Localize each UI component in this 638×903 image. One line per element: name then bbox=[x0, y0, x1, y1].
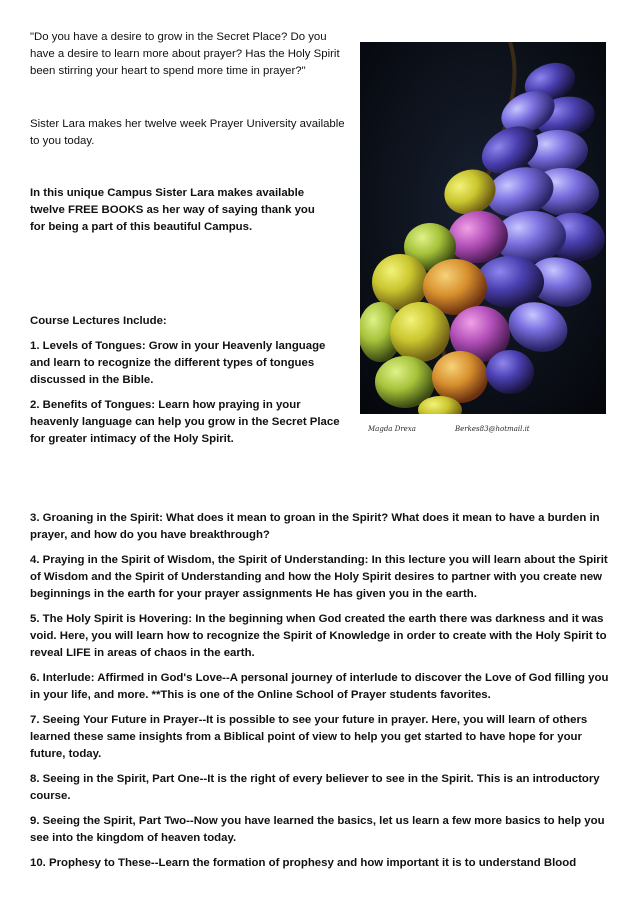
lecture-item: 9. Seeing the Spirit, Part Two--Now you have learned the basics, let us learn a few more basics to help you see into the kingdom of heaven today. bbox=[30, 815, 605, 844]
lecture-item: 5. The Holy Spirit is Hovering: In the beginning when God created the earth there was darkness and it was void. Here, you will learn how to recognize the Spirit of Knowledge in order to create with the Holy Spirit to reveal LIFE in areas of chaos in the earth. bbox=[30, 613, 607, 659]
campus-description: In this unique Campus Sister Lara makes available twelve FREE BOOKS as her way of saying thank you for being a part of this beautiful Campus. bbox=[30, 187, 315, 233]
lecture-item: 6. Interlude: Affirmed in God's Love--A personal journey of interlude to discover the Love of God filling you in your life, and more. **This is one of the Online School of Prayer students favorites. bbox=[30, 672, 609, 701]
grape-cluster-image bbox=[360, 42, 606, 440]
lecture-item: 7. Seeing Your Future in Prayer--It is possible to see your future in prayer. Here, you will learn of others learned these same insights from a Biblical point of view to help you get started to have hope for your future, today. bbox=[30, 714, 588, 760]
lecture-item: 3. Groaning in the Spirit: What does it mean to groan in the Spirit? What does it mean to have a burden in prayer, and how do you have breakthrough? bbox=[30, 512, 600, 541]
lecture-item: 2. Benefits of Tongues: Learn how praying in your heavenly language can help you grow in the Secret Place for greater intimacy of the Holy Spirit. bbox=[30, 399, 340, 445]
lecture-item: 4. Praying in the Spirit of Wisdom, the Spirit of Understanding: In this lecture you will learn about the Spirit of Wisdom and the Spirit of Understanding and how the Holy Spirit desires to partner with you create new beginnings in the earth for your prayer assignments He has given you in the earth. bbox=[30, 554, 608, 600]
intro-question: "Do you have a desire to grow in the Secret Place? Do you have a desire to learn more about prayer? Has the Holy Spirit been stirring your heart to spend more time in prayer?" bbox=[30, 31, 340, 77]
lecture-item: 1. Levels of Tongues: Grow in your Heavenly language and learn to recognize the different types of tongues discussed in the Bible. bbox=[30, 340, 326, 386]
photo-signature-name: Magda Drexa bbox=[368, 425, 416, 433]
intro-availability: Sister Lara makes her twelve week Prayer University available to you today. bbox=[30, 118, 345, 147]
grape-cluster-photo bbox=[360, 42, 606, 440]
lecture-item: 10. Prophesy to These--Learn the formation of prophesy and how important it is to understand Blood bbox=[30, 857, 577, 869]
lectures-heading: Course Lectures Include: bbox=[30, 315, 167, 327]
lecture-item: 8. Seeing in the Spirit, Part One--It is the right of every believer to see in the Spirit. This is an introductory course. bbox=[30, 773, 600, 802]
photo-signature-email: Berkes83@hotmail.it bbox=[455, 425, 530, 433]
